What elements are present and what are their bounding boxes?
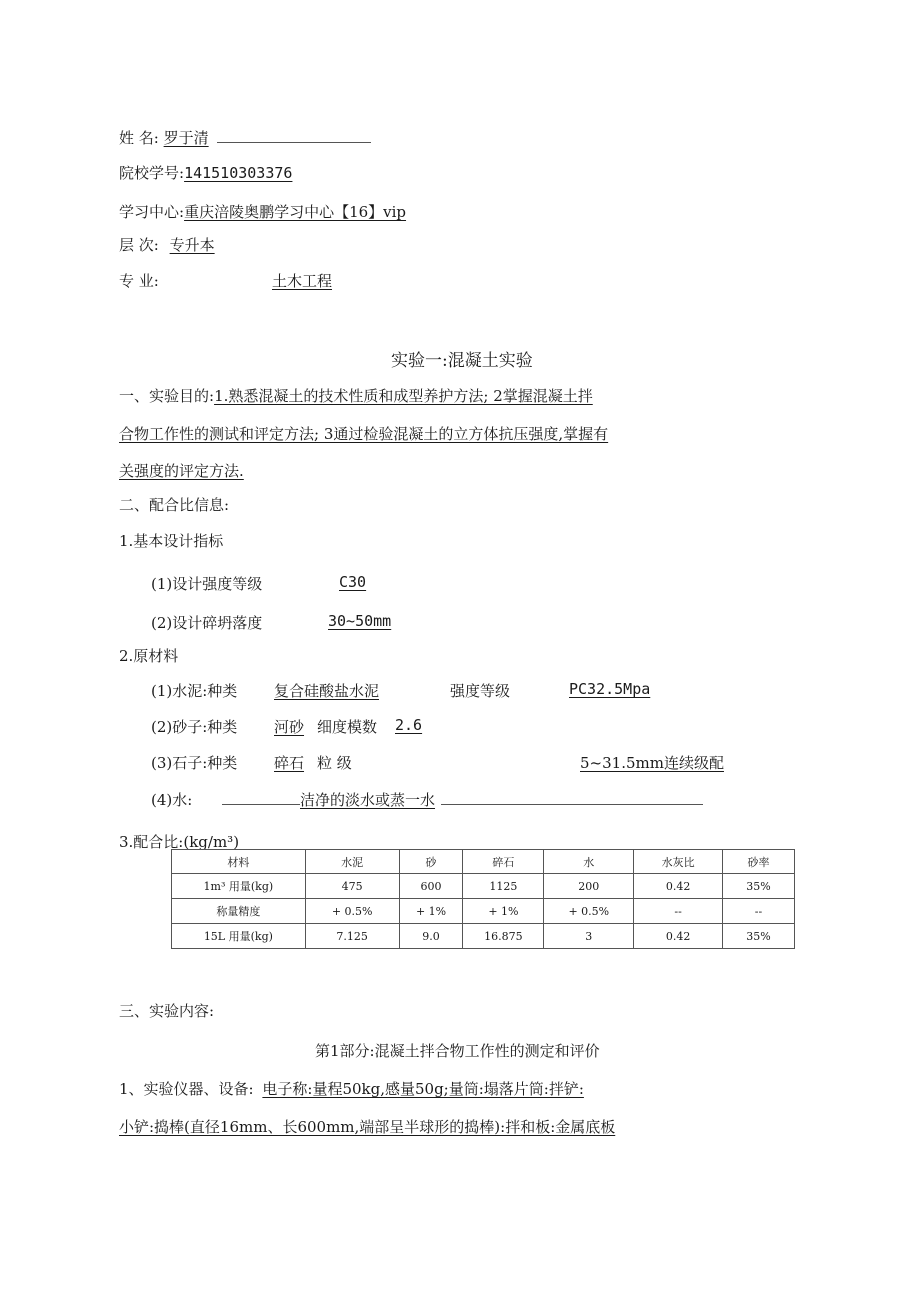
water-underline-left — [222, 804, 300, 805]
sand-label: (2)砂子:种类 — [151, 718, 238, 736]
page-title: 实验一:混凝土实验 — [391, 351, 533, 371]
cement-grade: PC32.5Mpa — [569, 680, 651, 698]
table-header-cell: 砂 — [399, 850, 463, 874]
cement-grade-label: 强度等级 — [450, 682, 511, 700]
table-cell: 1125 — [463, 874, 544, 899]
id-row — [119, 162, 292, 183]
level-value: 专升本 — [169, 236, 215, 254]
id-value: 141510303376 — [184, 164, 293, 182]
equipment-text-1: 电子称:量程50kg,感量50g;量筒:塌落片筒:拌铲: — [262, 1080, 584, 1098]
major-value: 土木工程 — [272, 272, 333, 290]
table-cell: 3 — [544, 924, 634, 949]
content-heading: 三、实验内容: — [119, 1002, 215, 1020]
table-row — [172, 924, 795, 949]
equipment-text-2: 小铲:捣棒(直径16mm、长600mm,端部呈半球形的捣棒):拌和板:金属底板 — [119, 1118, 616, 1136]
table-header-cell: 水 — [544, 850, 634, 874]
name-value: 罗于清 — [163, 129, 209, 147]
table-cell: 35% — [723, 924, 795, 949]
table-cell: -- — [723, 899, 795, 924]
slump-value: 30~50mm — [328, 612, 392, 630]
cement-label: (1)水泥:种类 — [151, 682, 238, 700]
materials-heading: 2.原材料 — [119, 647, 179, 665]
table-cell: -- — [634, 899, 723, 924]
table-cell: + 1% — [463, 899, 544, 924]
table-cell: 0.42 — [634, 874, 723, 899]
table-cell: 0.42 — [634, 924, 723, 949]
stone-label: (3)石子:种类 — [151, 754, 238, 772]
table-header-cell: 水泥 — [305, 850, 399, 874]
level-row — [119, 234, 215, 255]
sand-modulus-label: 细度模数 — [317, 718, 378, 736]
table-cell: + 1% — [399, 899, 463, 924]
purpose-text-2: 合物工作性的测试和评定方法; 3通过检验混凝土的立方体抗压强度,掌握有 — [119, 425, 609, 443]
table-header-cell: 砂率 — [723, 850, 795, 874]
water-value: 洁净的淡水或蒸一水 — [300, 791, 436, 809]
major-label: 专 业: — [119, 272, 159, 290]
ratio-heading: 3.配合比:(kg/m³) — [119, 833, 240, 851]
table-cell: + 0.5% — [544, 899, 634, 924]
major-row — [119, 270, 333, 291]
table-row — [172, 874, 795, 899]
sand-modulus: 2.6 — [395, 716, 423, 734]
water-underline-right — [441, 804, 703, 805]
table-cell: 15L 用量(kg) — [172, 924, 306, 949]
name-row — [119, 127, 371, 148]
center-value: 重庆涪陵奥鹏学习中心【16】vip — [184, 203, 407, 221]
sand-type: 河砂 — [274, 718, 305, 736]
table-cell: 1m³ 用量(kg) — [172, 874, 306, 899]
stone-type: 碎石 — [274, 754, 305, 772]
design-heading: 1.基本设计指标 — [119, 532, 224, 550]
purpose-label: 一、实验目的: — [119, 387, 215, 405]
table-cell: 200 — [544, 874, 634, 899]
table-header-cell: 碎石 — [463, 850, 544, 874]
table-row — [172, 899, 795, 924]
cement-type: 复合硅酸盐水泥 — [274, 682, 380, 700]
purpose-text-1: 1.熟悉混凝土的技术性质和成型养护方法; 2掌握混凝土拌 — [214, 387, 593, 405]
table-cell: 称量精度 — [172, 899, 306, 924]
table-header-cell: 水灰比 — [634, 850, 723, 874]
id-label: 院校学号: — [119, 164, 185, 182]
name-label: 姓 名: — [119, 129, 159, 147]
water-row — [222, 789, 703, 810]
equipment-line-1 — [119, 1078, 584, 1099]
level-label: 层 次: — [119, 236, 159, 254]
stone-grade-label: 粒 级 — [317, 754, 352, 772]
center-row — [119, 201, 406, 222]
slump-label: (2)设计碎坍落度 — [151, 614, 263, 632]
water-label: (4)水: — [151, 791, 193, 809]
table-cell: 475 — [305, 874, 399, 899]
equipment-label: 1、实验仪器、设备: — [119, 1080, 254, 1098]
table-cell: + 0.5% — [305, 899, 399, 924]
table-cell: 9.0 — [399, 924, 463, 949]
stone-grade: 5~31.5mm连续级配 — [580, 754, 724, 772]
strength-value: C30 — [339, 573, 367, 591]
mix-ratio-table — [171, 849, 795, 949]
part1-title: 第1部分:混凝土拌合物工作性的测定和评价 — [315, 1042, 600, 1060]
purpose-line-1 — [119, 385, 593, 406]
name-underline — [217, 142, 371, 143]
purpose-text-3: 关强度的评定方法. — [119, 462, 244, 480]
table-cell: 7.125 — [305, 924, 399, 949]
table-header-row — [172, 850, 795, 874]
table-cell: 600 — [399, 874, 463, 899]
table-cell: 16.875 — [463, 924, 544, 949]
center-label: 学习中心: — [119, 203, 185, 221]
mix-info-heading: 二、配合比信息: — [119, 496, 230, 514]
strength-label: (1)设计强度等级 — [151, 575, 263, 593]
table-header-cell: 材料 — [172, 850, 306, 874]
table-cell: 35% — [723, 874, 795, 899]
